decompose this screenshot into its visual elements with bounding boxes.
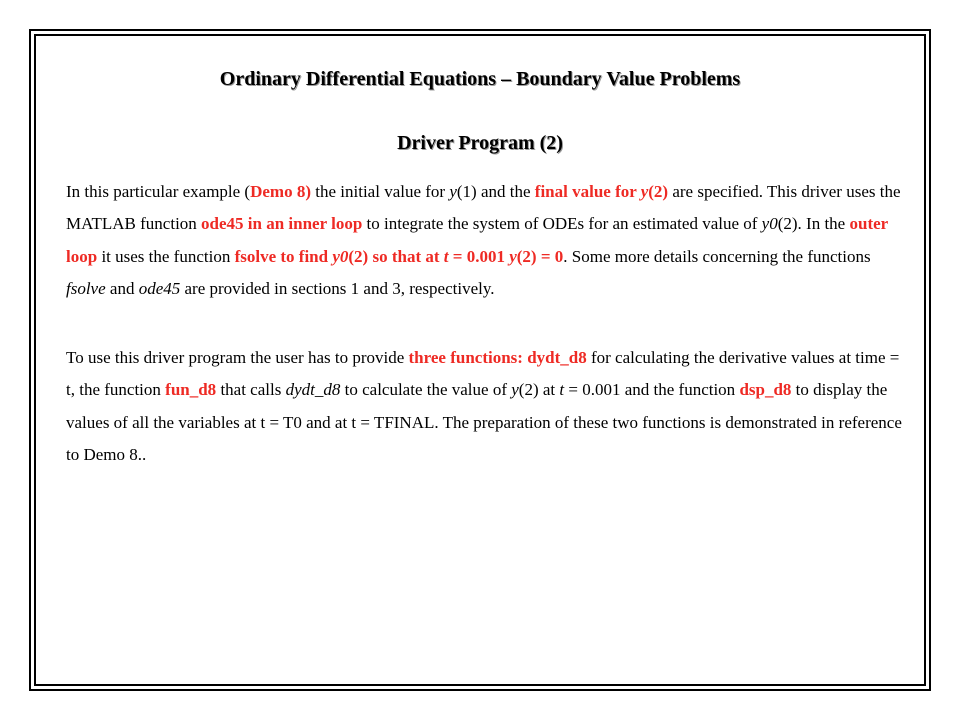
variable-y: y xyxy=(449,182,457,201)
highlight-fsolve-to-find: fsolve to find xyxy=(234,246,329,266)
function-fsolve: fsolve xyxy=(66,279,106,299)
highlight-ode45-inner-loop: ode45 in an inner loop xyxy=(201,214,363,234)
variable-t: t xyxy=(559,380,565,400)
text-run: (2). In the xyxy=(777,214,850,234)
text-run: to integrate the system of ODEs for an estimated value of xyxy=(362,214,762,234)
highlight-variable-y0: y0 xyxy=(332,246,349,266)
text-run: = 0.001 and the function xyxy=(564,380,740,400)
highlight-condition: (2) = 0 xyxy=(516,246,564,266)
text-run: (1) and the xyxy=(456,182,535,201)
variable-y: y xyxy=(511,380,519,400)
text-run: it uses the function xyxy=(97,246,235,266)
highlight-variable-y: y xyxy=(509,246,517,266)
slide-title: Ordinary Differential Equations – Boundary Value Problems xyxy=(219,68,741,90)
function-dydt-d8: dydt_d8 xyxy=(285,380,341,400)
highlight-variable-t: t xyxy=(443,246,449,266)
text-run: the initial value for xyxy=(311,182,450,201)
text-run: and xyxy=(105,279,139,299)
text-run: are provided in sections 1 and 3, respectively. xyxy=(180,279,495,299)
variable-y0: y0 xyxy=(761,214,778,234)
highlight-three-functions: three functions: dydt_d8 xyxy=(408,348,587,367)
highlight-so-that-at: (2) so that at xyxy=(348,246,444,266)
highlight-fun-d8: fun_d8 xyxy=(165,380,217,400)
highlight-dsp-d8: dsp_d8 xyxy=(739,380,792,400)
function-ode45: ode45 xyxy=(138,279,181,299)
highlight-index-2: (2) xyxy=(648,182,669,201)
highlight-outer-loop: outer loop xyxy=(66,214,888,266)
text-run: to calculate the value of xyxy=(340,380,512,400)
text-run: that calls xyxy=(216,380,286,400)
text-run: (2) at xyxy=(518,380,560,400)
highlight-demo-8: Demo 8) xyxy=(250,182,312,201)
text-run: to display the values of all the variables at t = T0 and at t = TFINAL. The preparation of these two functions is demonstrated in reference to Demo 8.. xyxy=(66,380,902,465)
highlight-variable-y: y xyxy=(640,182,649,201)
highlight-final-value: final value for xyxy=(534,182,641,201)
paragraph-1 xyxy=(66,176,906,306)
text-run: . Some more details concerning the functions xyxy=(563,246,871,266)
text-run: To use this driver program the user has to provide xyxy=(66,348,409,367)
text-run: In this particular example ( xyxy=(66,182,251,201)
text-run: are specified. This driver uses the MATLAB function xyxy=(66,182,901,234)
paragraph-2 xyxy=(66,342,906,472)
text-run: for calculating the derivative values at time = t, the function xyxy=(66,348,900,400)
slide-subtitle: Driver Program (2) xyxy=(397,132,563,154)
highlight-t-value: = 0.001 xyxy=(448,246,510,266)
